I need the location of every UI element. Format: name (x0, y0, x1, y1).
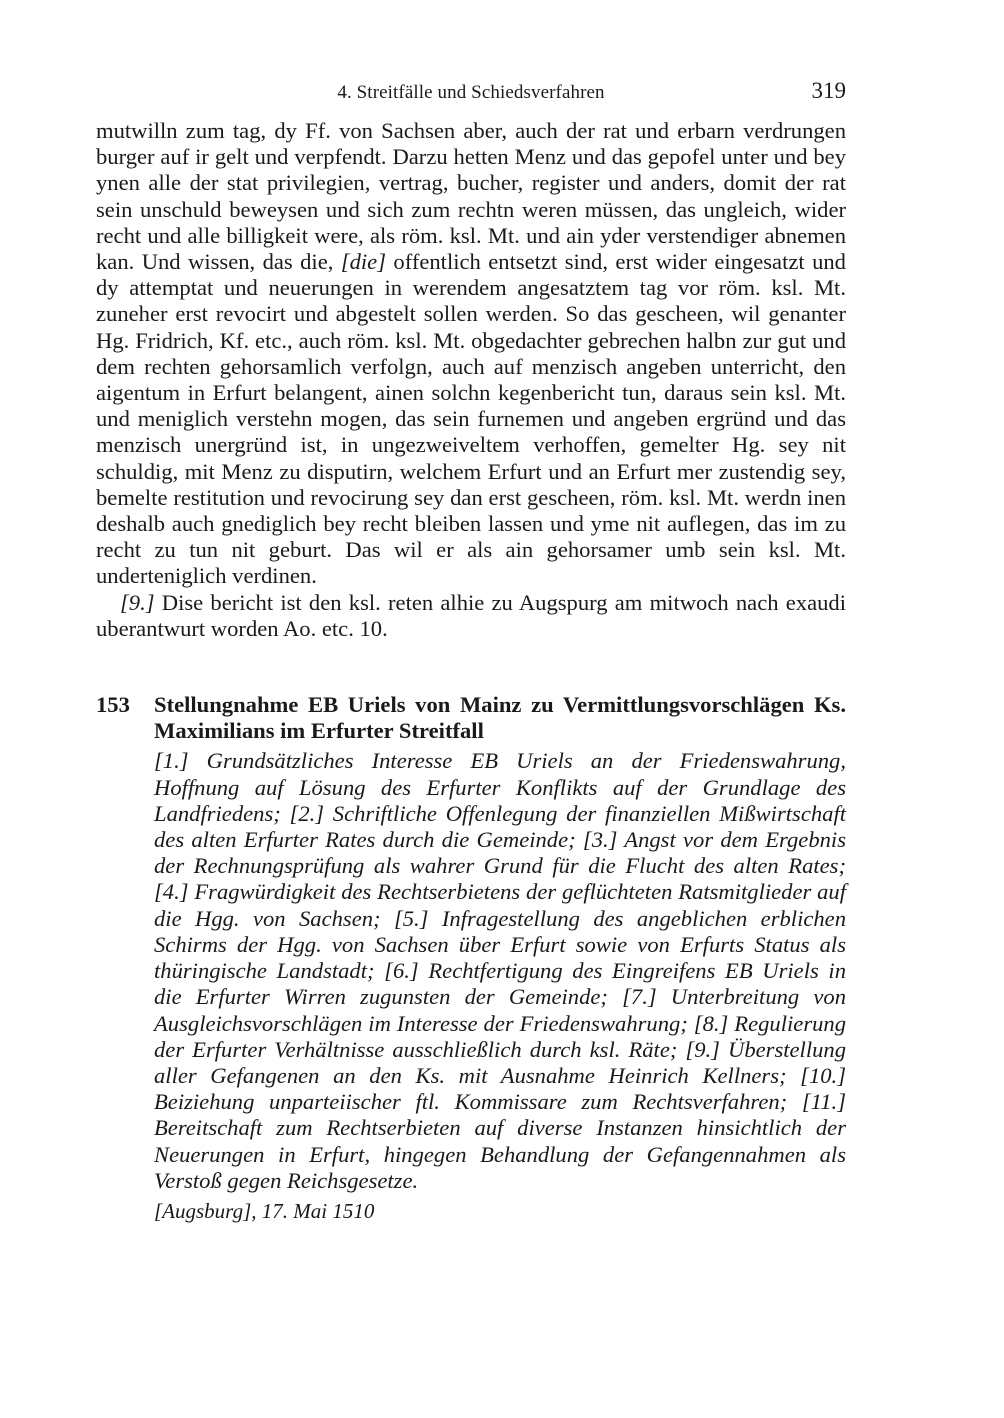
continuation-text (96, 118, 846, 642)
document-summary: [1.] Grundsätzliches Interesse EB Uriels an der Friedenswahrung, Hoffnung auf Lösung des Erfurter Konflikts auf der Grundlage des Landfriedens; [2.] Schriftliche Offenlegung der finanziellen Mißwirtschaft des alten Erfurter Rates durch die Gemeinde; [3.] Angst vor dem Ergebnis der Rechnungsprüfung als wahrer Grund für die Flucht des alten Rates; [4.] Fragwürdigkeit des Rechtserbietens der geflüchteten Ratsmitglieder auf die Hgg. von Sachsen; [5.] Infragestellung des angeblichen erblichen Schirms der Hgg. von Sachsen über Erfurt sowie von Erfurts Status als thüringische Landstadt; [6.] Rechtfertigung des Eingreifens EB Uriels in die Erfurter Wirren zugunsten der Gemeinde; [7.] Unterbreitung von Ausgleichsvorschlägen im Interesse der Friedenswahrung; [8.] Regulierung der Erfurter Verhältnisse ausschließlich durch ksl. Räte; [9.] Überstellung aller Gefangenen an den Ks. mit Ausnahme Heinrich Kellners; [10.] Beiziehung unparteiischer ftl. Kommissare zum Rechtsverfahren; [11.] Bereitschaft zum Rechtserbieten auf diverse Instanzen hinsichtlich der Neuerungen in Erfurt, hingegen Behandlung der Gefangennahmen als Verstoß gegen Reichsgesetze. (154, 748, 846, 1193)
editorial-insertion: [die] (340, 249, 386, 275)
document-date: [Augsburg], 17. Mai 1510 (154, 1198, 375, 1223)
document-entry (96, 692, 846, 1224)
page-number: 319 (811, 78, 846, 103)
paragraph-text: mutwilln zum tag, dy Ff. von Sachsen aber, auch der rat und erbarn verdrungen burger auf ir gelt und verpfendt. Darzu hetten Menz und das gepofel unter und bey ynen alle der stat privilegien, vertrag, bucher, register und anders, domit der rat sein unschuld beweysen und sich zum rechtn weren müssen, das ungleich, wider recht und alle billigkeit were, als röm. ksl. Mt. und ain yder verstendiger abnemen kan. Und wissen, das die, (96, 118, 846, 275)
running-head (96, 78, 846, 108)
paragraph (96, 590, 846, 642)
paragraph-text: offentlich entsetzt sind, erst wider eingesatzt und dy attemptat und neuerungen in werendem angesatztem tag vor röm. ksl. Mt. zuneher erst revocirt und abgestelt sollen werden. So das gescheen, wil genanter Hg. Fridrich, Kf. etc., auch röm. ksl. Mt. obgedachter gebrechen halbn zur gut und dem rechten gehorsamlich verfolgn, auch auf menzisch angeben unterricht, den aigentum in Erfurt belangent, ainen solchn kegenbericht tun, daraus sein ksl. Mt. und meniglich verstehn mogen, das sein furnemen und angeben ergründ und das menzisch unergründ ist, in ungezweiveltem verhoffen, gemelter Hg. sey nit schuldig, mit Menz zu disputirn, welchem Erfurt und an Erfurt mer zustendig sey, bemelte restitution und revocirung sey dan erst gescheen, röm. ksl. Mt. werdn inen deshalb auch gnediglich bey recht bleiben lassen und yme nit auflegen, das im zu recht zu tun nit geburt. Das wil er als ain gehorsamer umb sein ksl. Mt. underteniglich verdinen. (96, 249, 846, 589)
running-title: 4. Streitfälle und Schiedsverfahren (337, 82, 605, 103)
document-number: 153 (96, 692, 130, 718)
paragraph (96, 118, 846, 590)
paragraph-text: Dise bericht ist den ksl. reten alhie zu Augspurg am mitwoch nach exaudi uberantwurt worden Ao. etc. 10. (96, 589, 846, 641)
document-title: Stellungnahme EB Uriels von Mainz zu Vermittlungsvorschlägen Ks. Maximilians im Erfurter Streitfall (154, 692, 846, 744)
document-main (154, 692, 846, 1224)
paragraph-number: [9.] (120, 589, 155, 615)
page (96, 78, 846, 1224)
